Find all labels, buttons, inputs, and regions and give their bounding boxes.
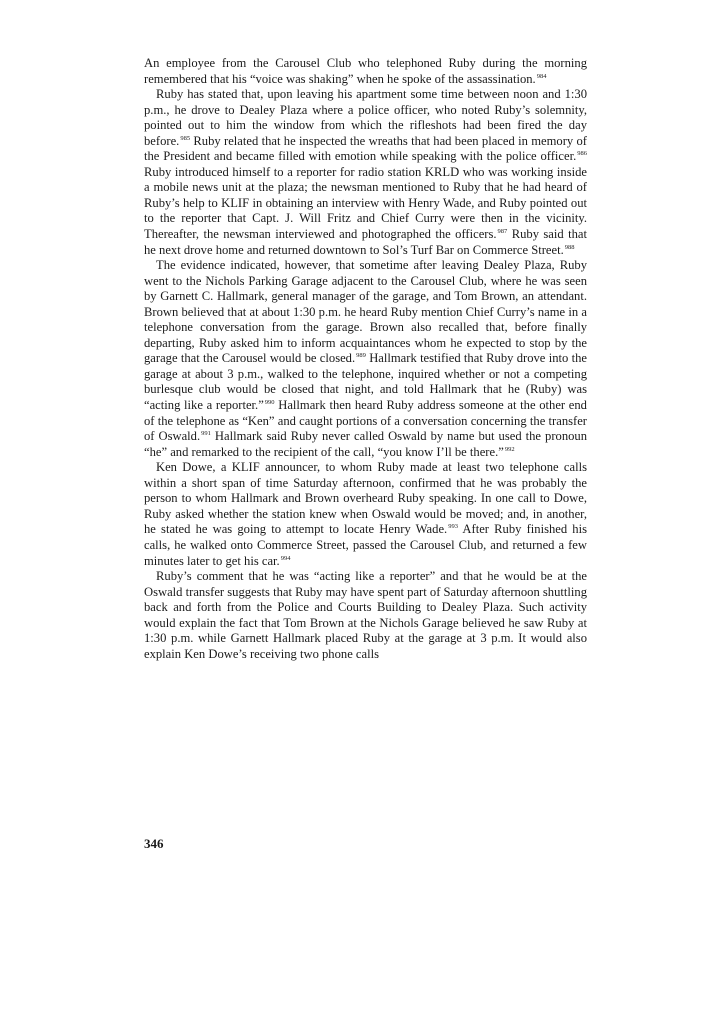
footnote-reference: 988 [564,243,575,251]
page-body [144,56,587,662]
footnote-reference: 993 [448,523,458,531]
paragraph-text: Ruby said that he next drove home and returned downtown to Sol’s Turf Bar on Commerce Street. [144,227,587,257]
paragraph [144,460,587,569]
paragraph-text: The evidence indicated, however, that sometime after leaving Dealey Plaza, Ruby went to the Nichols Parking Garage adjacent to the Carousel Club, where he was seen by Garnett C. Hallmark, general manager of the garage, and Tom Brown, an attendant. Brown believed that at about 1:30 p.m. he heard Ruby mention Chief Curry’s name in a telephone conversation from the garage. Brown also recalled that, before finally departing, Ruby asked him to inform acquaintances whom he expected to stop by the garage that the Carousel would be closed. [144,258,587,366]
footnote-reference: 990 [264,399,275,407]
paragraph [144,258,587,460]
paragraph-text: Hallmark then heard Ruby address someone at the other end of the telephone as “Ken” and caught portions of a conversation concerning the transfer of Oswald. [144,398,587,444]
paragraph-text: Ruby introduced himself to a reporter for radio station KRLD who was working inside a mobile news unit at the plaza; the newsman mentioned to Ruby that he had heard of Ruby’s help to KLIF in obtaining an interview with Henry Wade, and Ruby pointed out to the reporter that Capt. J. Will Fritz and Chief Curry were then in the vicinity. Thereafter, the newsman interviewed and photographed the officers. [144,164,587,242]
page-number: 346 [144,836,164,851]
paragraph [144,56,587,87]
footnote-reference: 985 [180,134,191,142]
paragraph-text: Ken Dowe, a KLIF announcer, to whom Ruby made at least two telephone calls within a short span of time Saturday afternoon, confirmed that he was probably the person to whom Hallmark and Brown overheard Ruby speaking. In one call to Dowe, Ruby asked whether the station knew when Oswald would be moved; and, in another, he stated he was going to attempt to locate Henry Wade. [144,460,587,537]
footnote-reference: 986 [577,150,587,158]
paragraph-text: Ruby’s comment that he was “acting like a reporter” and that he would be at the Oswald transfer suggests that Ruby may have spent part of Saturday afternoon shuttling back and forth from the Police and Courts Building to Dealey Plaza. Such activity would explain the fact that Tom Brown at the Nichols Garage believed he saw Ruby at 1:30 p.m. while Garnett Hallmark placed Ruby at the garage at 3 p.m. It would also explain Ken Dowe’s receiving two phone calls [144,569,587,661]
paragraph-text: Hallmark testified that Ruby drove into the garage at about 3 p.m., walked to the telephone, inquired whether or not a competing burlesque club would be closed that night, and told Hallmark that he (Ruby) was “acting like a reporter.” [144,351,587,413]
paragraph-text: Ruby related that he inspected the wreaths that had been placed in memory of the President and became filled with emotion while speaking with the police officer. [144,133,587,164]
footnote-reference: 994 [280,554,291,562]
footnote-reference: 991 [201,430,211,438]
paragraph [144,87,587,258]
paragraph [144,569,587,662]
paragraph-text: An employee from the Carousel Club who telephoned Ruby during the morning remembered that his “voice was shaking” when he spoke of the assassination. [144,56,587,86]
footnote-reference: 987 [497,228,508,236]
paragraph-text: Hallmark said Ruby never called Oswald by name but used the pronoun “he” and remarked to the recipient of the call, “you know I’ll be there.” [144,429,588,459]
footnote-reference: 989 [356,352,366,360]
footnote-reference: 984 [536,72,547,80]
paragraph-text: Ruby has stated that, upon leaving his apartment some time between noon and 1:30 p.m., he drove to Dealey Plaza where a police officer, who noted Ruby’s solemnity, pointed out to him the window from which the rifleshots had been fired the day before. [144,87,587,148]
paragraph-text: After Ruby finished his calls, he walked onto Commerce Street, passed the Carousel Club, and returned a few minutes later to get his car. [144,522,588,568]
footnote-reference: 992 [504,445,515,453]
